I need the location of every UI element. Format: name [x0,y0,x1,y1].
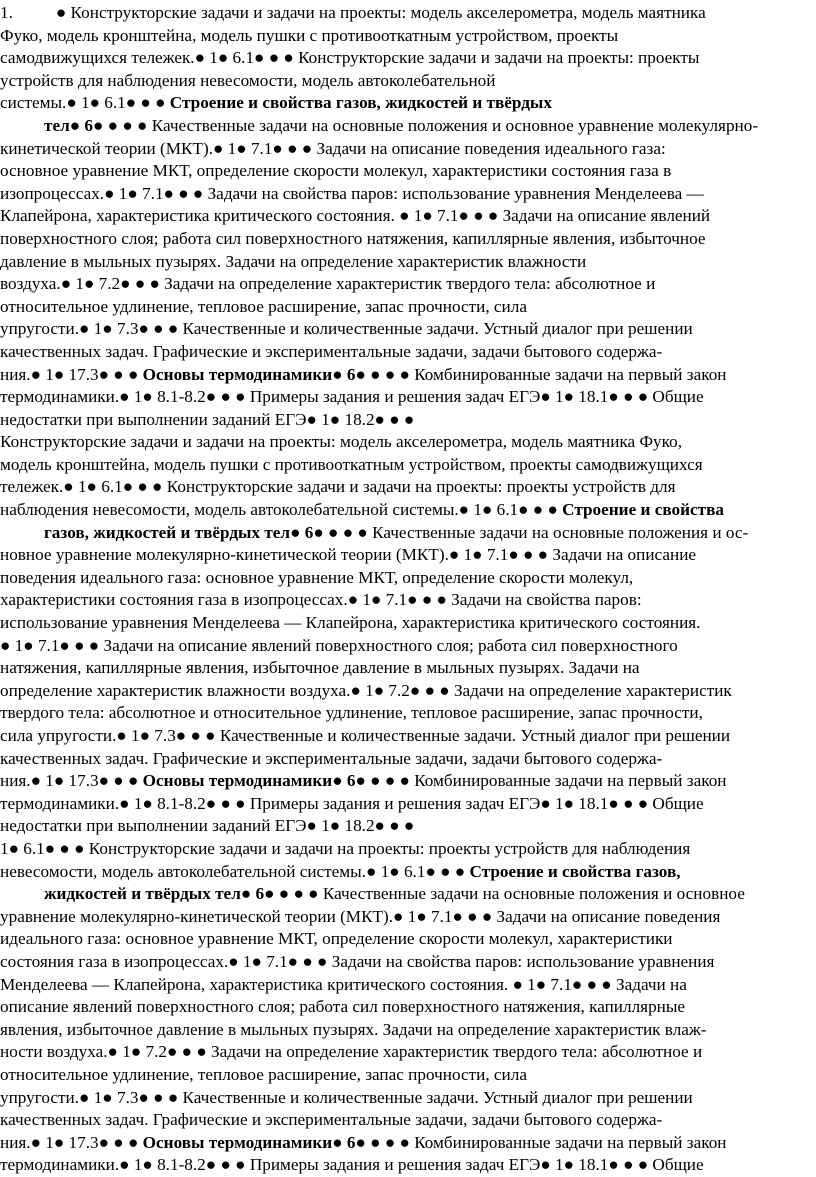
text-line [0,70,816,93]
bold-heading-text: Основы термодинамики● 6● ● ● ● [142,364,415,384]
body-text: уравнение молекулярно-кинетической теории (МКТ).● 1● 7.1● ● ● Задачи на описание поведения [0,906,721,926]
text-line [0,815,816,838]
bold-heading-text: Строение и свойства газов, [469,861,681,881]
body-text: относительное удлинение, тепловое расширение, запас прочности, сила [0,296,527,316]
text-line [0,906,816,929]
body-text: явления, избыточное давление в мыльных пузырях. Задачи на определение характеристик влаж- [0,1019,707,1039]
body-text: невесомости, модель автоколебательной системы.● 1● 6.1● ● ● [0,861,470,881]
text-line [0,476,816,499]
body-text: поверхностного слоя; работа сил поверхностного натяжения, капиллярные явления, избыточное [0,228,706,248]
body-text: воздуха.● 1● 7.2● ● ● Задачи на определение характеристик твердого тела: абсолютное и [0,274,656,294]
body-text: поведения идеального газа: основное уравнение МКТ, определение скорости молекул, [0,567,634,587]
body-text: качественных задач. Графические и экспериментальные задачи, задачи бытового содержа- [0,1110,663,1130]
body-text: термодинамики.● 1● 8.1-8.2● ● ● Примеры задания и решения задач ЕГЭ● 1● 18.1● ● ● Общие [0,1155,704,1175]
text-line [0,1154,816,1177]
text-line [0,47,816,70]
text-line [0,318,816,341]
text-line [0,544,816,567]
text-line [0,928,816,951]
body-text: состояния газа в изопроцессах.● 1● 7.1● ● ● Задачи на свойства паров: использование уравнения [0,951,715,971]
text-line [0,725,816,748]
bold-heading-text: Строение и свойства газов, жидкостей и твёрдых [169,93,552,113]
text-line [0,273,816,296]
bold-heading-text: тел● 6● ● ● ● [44,115,152,135]
bold-heading-text: жидкостей и твёрдых тел● 6● ● ● ● [44,884,323,904]
body-text: натяжения, капиллярные явления, избыточное давление в мыльных пузырях. Задачи на [0,658,640,678]
text-line [0,748,816,771]
body-text: 1● 6.1● ● ● Конструкторские задачи и задачи на проекты: проекты устройств для наблюдения [0,838,691,858]
text-line [0,499,816,522]
text-line [0,951,816,974]
bold-heading-text: газов, жидкостей и твёрдых тел● 6● ● ● ● [44,522,373,542]
text-line [0,702,816,725]
text-line [0,861,816,884]
body-text: характеристики состояния газа в изопроцессах.● 1● 7.1● ● ● Задачи на свойства паров: [0,590,642,610]
text-line [0,657,816,680]
text-line [0,770,816,793]
body-text: недостатки при выполнении заданий ЕГЭ● 1● 18.2● ● ● [0,409,415,429]
text-line [0,635,816,658]
bold-heading-text: Основы термодинамики● 6● ● ● ● [142,771,415,791]
text-line [0,1019,816,1042]
text-line [0,612,816,635]
text-line [0,138,816,161]
text-line [0,431,816,454]
bold-heading-text: Основы термодинамики● 6● ● ● ● [142,1132,415,1152]
text-line [0,1087,816,1110]
body-text: упругости.● 1● 7.3● ● ● Качественные и количественные задачи. Устный диалог при решении [0,319,693,339]
text-line [0,115,816,138]
body-text: качественных задач. Графические и экспериментальные задачи, задачи бытового содержа- [0,748,663,768]
body-text: определение характеристик влажности воздуха.● 1● 7.2● ● ● Задачи на определение характеристик [0,680,732,700]
body-text: Конструкторские задачи и задачи на проекты: модель акселерометра, модель маятника Фуко, [0,432,682,452]
text-line [0,160,816,183]
body-text: Клапейрона, характеристика критического состояния. ● 1● 7.1● ● ● Задачи на описание явлений [0,206,711,226]
body-text: ности воздуха.● 1● 7.2● ● ● Задачи на определение характеристик твердого тела: абсолютное и [0,1042,703,1062]
text-line [0,454,816,477]
body-text: использование уравнения Менделеева — Клапейрона, характеристика критического состояния. [0,613,701,633]
body-text: твердого тела: абсолютное и относительное удлинение, тепловое расширение, запас прочности, [0,703,703,723]
text-line [0,205,816,228]
body-text: упругости.● 1● 7.3● ● ● Качественные и количественные задачи. Устный диалог при решении [0,1087,693,1107]
text-line [0,296,816,319]
body-text: ния.● 1● 17.3● ● ● [0,771,143,791]
text-line [0,680,816,703]
text-line [0,386,816,409]
text-line [0,974,816,997]
body-text: устройств для наблюдения невесомости, модель автоколебательной [0,70,496,90]
body-text: недостатки при выполнении заданий ЕГЭ● 1● 18.2● ● ● [0,816,415,836]
body-text: тележек.● 1● 6.1● ● ● Конструкторские задачи и задачи на проекты: проекты устройств для [0,477,676,497]
text-line [0,92,816,115]
body-text: системы.● 1● 6.1● ● ● [0,93,170,113]
text-line [0,567,816,590]
body-text: давление в мыльных пузырях. Задачи на определение характеристик влажности [0,251,587,271]
text-line [0,589,816,612]
body-text: описание явлений поверхностного слоя; работа сил поверхностного натяжения, капиллярные [0,997,686,1017]
document-page [0,2,816,1177]
body-text: ● 1● 7.1● ● ● Задачи на описание явлений поверхностного слоя; работа сил поверхностного [0,635,678,655]
text-line [0,364,816,387]
body-text: модель кронштейна, модель пушки с противооткатным устройством, проекты самодвижущихся [0,454,703,474]
body-text: изопроцессах.● 1● 7.1● ● ● Задачи на свойства паров: использование уравнения Менделеева — [0,183,704,203]
body-text: ния.● 1● 17.3● ● ● [0,364,143,384]
body-text: Менделеева — Клапейрона, характеристика критического состояния. ● 1● 7.1● ● ● Задачи на [0,974,687,994]
body-text: самодвижущихся тележек.● 1● 6.1● ● ● Конструкторские задачи и задачи на проекты: проекты [0,48,700,68]
body-text: кинетической теории (МКТ).● 1● 7.1● ● ● Задачи на описание поведения идеального газа: [0,138,666,158]
body-text: Качественные задачи на основные положения и основное [322,884,745,904]
text-line [0,883,816,906]
text-line [0,838,816,861]
text-line [0,1132,816,1155]
text-line [0,183,816,206]
text-line [0,1109,816,1132]
body-text: Качественные задачи на основные положения и ос- [372,522,749,542]
body-text: наблюдения невесомости, модель автоколебательной системы.● 1● 6.1● ● ● [0,500,563,520]
text-line [0,251,816,274]
text-line [0,25,816,48]
body-text: термодинамики.● 1● 8.1-8.2● ● ● Примеры задания и решения задач ЕГЭ● 1● 18.1● ● ● Общие [0,387,704,407]
body-text: Комбинированные задачи на первый закон [414,1132,727,1152]
body-text: Конструкторские задачи и задачи на проекты: модель акселерометра, модель маятника [70,3,706,22]
body-text: Качественные задачи на основные положения и основное уравнение молекулярно- [151,115,759,135]
body-text: новное уравнение молекулярно-кинетической теории (МКТ).● 1● 7.1● ● ● Задачи на описание [0,545,697,565]
body-text: сила упругости.● 1● 7.3● ● ● Качественные и количественные задачи. Устный диалог при решении [0,726,731,745]
text-line [0,793,816,816]
bold-heading-text: Строение и свойства [562,500,724,520]
text-line [0,228,816,251]
text-line [0,1041,816,1064]
text-line [0,522,816,545]
body-text: Комбинированные задачи на первый закон [414,364,727,384]
body-text: основное уравнение МКТ, определение скорости молекул, характеристики состояния газа в [0,161,672,181]
body-text: идеального газа: основное уравнение МКТ, определение скорости молекул, характеристики [0,929,673,949]
body-text: Комбинированные задачи на первый закон [414,771,727,791]
text-line [0,2,816,25]
body-text: термодинамики.● 1● 8.1-8.2● ● ● Примеры задания и решения задач ЕГЭ● 1● 18.1● ● ● Общие [0,793,704,813]
body-text: 1. ● [0,3,71,22]
text-line [0,1064,816,1087]
text-line [0,996,816,1019]
body-text: качественных задач. Графические и экспериментальные задачи, задачи бытового содержа- [0,341,663,361]
body-text: ния.● 1● 17.3● ● ● [0,1132,143,1152]
text-line [0,341,816,364]
body-text: Фуко, модель кронштейна, модель пушки с противооткатным устройством, проекты [0,25,619,45]
body-text: относительное удлинение, тепловое расширение, запас прочности, сила [0,1064,527,1084]
text-line [0,409,816,432]
